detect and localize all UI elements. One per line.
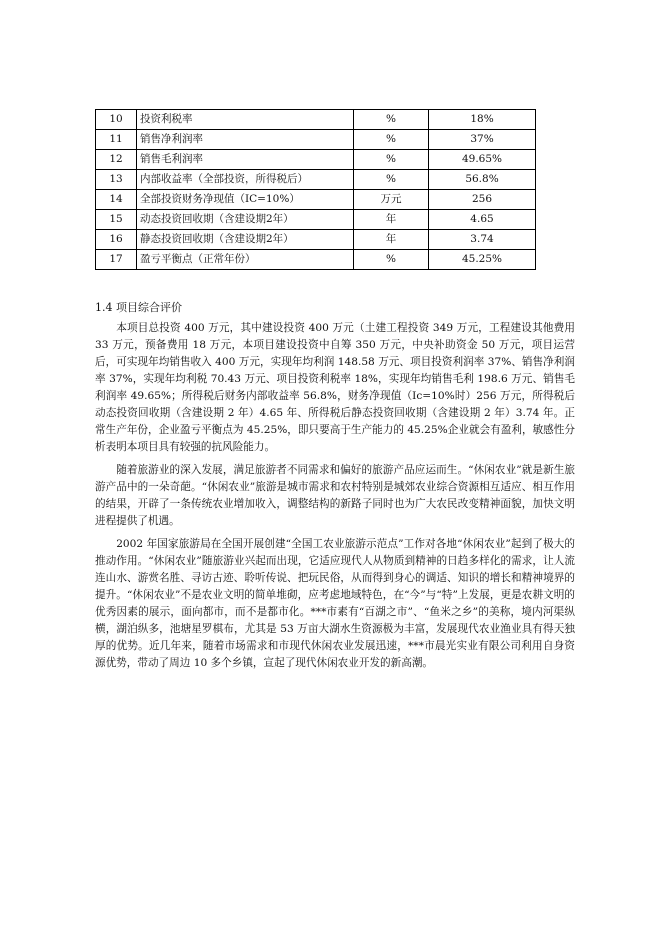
row-number: 10 <box>96 110 137 130</box>
row-number: 14 <box>96 190 137 210</box>
table-row <box>96 130 536 150</box>
indicator-name: 动态投资回收期（含建设期2年） <box>137 210 354 230</box>
row-number: 12 <box>96 150 137 170</box>
indicator-name: 销售毛利润率 <box>137 150 354 170</box>
indicator-name: 内部收益率（全部投资，所得税后） <box>137 170 354 190</box>
indicator-unit: 万元 <box>354 190 429 210</box>
row-number: 13 <box>96 170 137 190</box>
indicator-value: 256 <box>429 190 536 210</box>
indicator-unit: % <box>354 110 429 130</box>
table-row <box>96 150 536 170</box>
indicator-name: 静态投资回收期（含建设期2年） <box>137 230 354 250</box>
table-row <box>96 170 536 190</box>
table-row <box>96 230 536 250</box>
row-number: 15 <box>96 210 137 230</box>
indicator-unit: % <box>354 250 429 270</box>
indicator-name: 全部投资财务净现值（IC=10%） <box>137 190 354 210</box>
table-row <box>96 210 536 230</box>
indicator-unit: % <box>354 150 429 170</box>
section-body <box>95 320 575 678</box>
financial-indicators-table <box>95 109 536 270</box>
section-heading: 1.4 项目综合评价 <box>95 301 182 314</box>
row-number: 17 <box>96 250 137 270</box>
indicator-name: 投资利税率 <box>137 110 354 130</box>
table-row <box>96 190 536 210</box>
row-number: 16 <box>96 230 137 250</box>
indicator-value: 18% <box>429 110 536 130</box>
paragraph-leisure-agriculture: 随着旅游业的深入发展，满足旅游者不同需求和偏好的旅游产品应运而生。“休闲农业”就是新生旅游产品中的一朵奇葩。“休闲农业”旅游是城市需求和农村特别是城郊农业综合资源相互适应、相互作用的结果，开辟了一条传统农业增加收入，调整结构的新路子同时也为广大农民改变精神面貌，加快文明进程提供了机遇。 <box>95 464 575 527</box>
table-row <box>96 250 536 270</box>
indicator-name: 销售净利润率 <box>137 130 354 150</box>
indicator-unit: 年 <box>354 230 429 250</box>
indicator-unit: 年 <box>354 210 429 230</box>
indicator-value: 49.65% <box>429 150 536 170</box>
indicator-value: 45.25% <box>429 250 536 270</box>
indicator-value: 37% <box>429 130 536 150</box>
indicator-value: 56.8% <box>429 170 536 190</box>
indicator-name: 盈亏平衡点（正常年份） <box>137 250 354 270</box>
indicator-unit: % <box>354 130 429 150</box>
indicator-unit: % <box>354 170 429 190</box>
indicator-value: 4.65 <box>429 210 536 230</box>
indicator-value: 3.74 <box>429 230 536 250</box>
row-number: 11 <box>96 130 137 150</box>
table-row <box>96 110 536 130</box>
paragraph-investment-summary: 本项目总投资 400 万元，其中建设投资 400 万元（土建工程投资 349 万元，工程建设其他费用 33 万元，预备费用 18 万元，本项目建设投资中自筹 350 万元，中央补助资金 50 万元，项目运营后，可实现年均销售收入 400 万元，实现年均利润 148.58 万元、项目投资利润率 37%、销售净利润率 37%，实现年均利税 70.43 万元、项目投资利税率 18%，实现年均销售毛利 198.6 万元、销售毛利润率 49.65%；所得税后财务内部收益率 56.8%，财务净现值（Ic=10%时）256 万元，所得税后动态投资回收期（含建设期 2 年）4.65 年、所得税后静态投资回收期（含建设期 2 年）3.74 年。正常生产年份，企业盈亏平衡点为 45.25%，即只要高于生产能力的 45.25%企业就会有盈利，敏感性分析表明本项目具有较强的抗风险能力。 <box>95 322 575 453</box>
paragraph-national-promotion: 2002 年国家旅游局在全国开展创建“全国工农业旅游示范点”工作对各地“休闲农业”起到了极大的推动作用。“休闲农业”随旅游业兴起而出现，它适应现代人从物质到精神的日趋多样化的需求，让人流连山水、游赏名胜、寻访古迹、聆听传说、把玩民俗，从而得到身心的调适、知识的增长和精神境界的提升。“休闲农业”不是农业文明的简单堆砌，应考虑地域特色，在“今”与“特”上发展，更是农耕文明的优秀因素的展示，面向都市，而不是都市化。***市素有“百湖之市”、“鱼米之乡”的美称，境内河渠纵横，湖泊纵多，池塘星罗棋布，尤其是 53 万亩大湖水生资源极为丰富，发展现代农业渔业具有得天独厚的优势。近几年来，随着市场需求和市现代休闲农业发展迅速，***市晨光实业有限公司利用自身资源优势，带动了周边 10 多个乡镇，宣起了现代休闲农业开发的新高潮。 <box>95 538 575 669</box>
